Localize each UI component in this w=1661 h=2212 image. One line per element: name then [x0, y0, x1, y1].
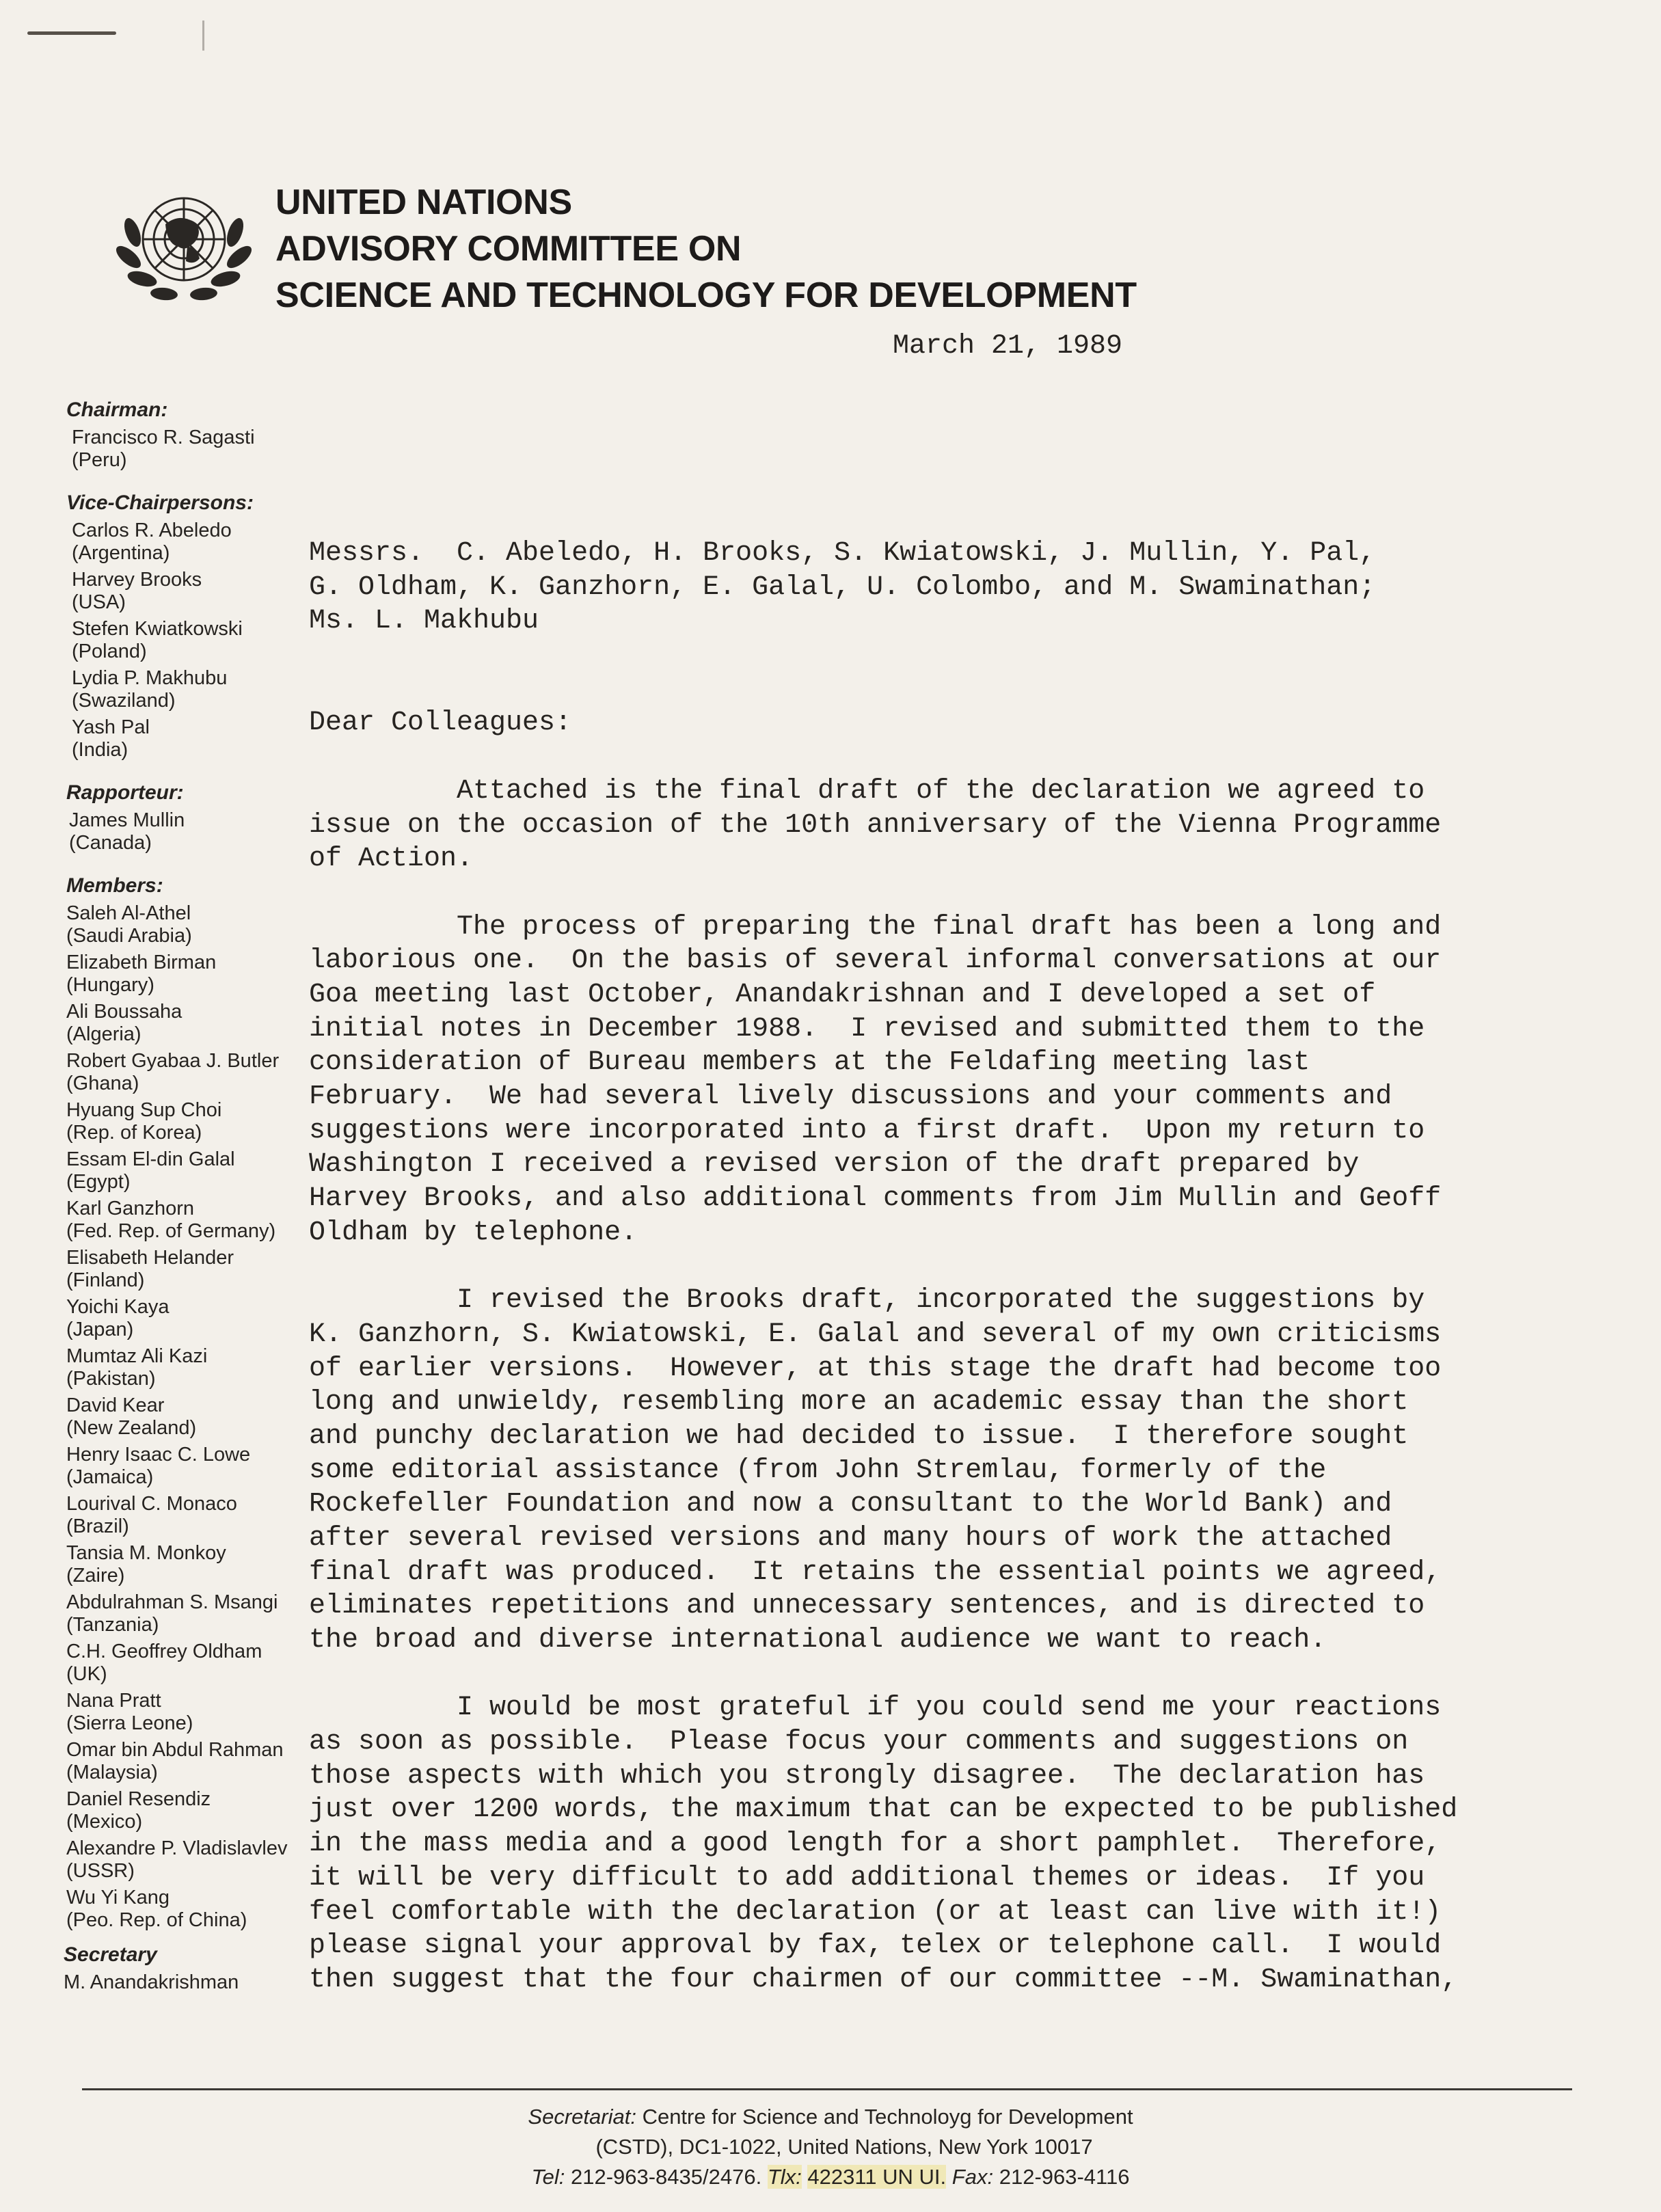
roster-entry	[72, 427, 351, 472]
body-line: Oldham by telephone.	[309, 1217, 638, 1248]
tel-label: Tel:	[531, 2165, 565, 2189]
member-name: Elizabeth Birman	[66, 952, 217, 973]
member-country: (Ghana)	[66, 1073, 139, 1094]
paragraph-1	[309, 774, 1526, 876]
body-line: then suggest that the four chairmen of our committee --M. Swaminathan,	[309, 1964, 1458, 1995]
body-line: Attached is the final draft of the declaration we agreed to	[309, 775, 1425, 807]
member-country: (Sierra Leone)	[66, 1712, 193, 1734]
member-country: (Finland)	[66, 1269, 145, 1291]
member-name: Mumtaz Ali Kazi	[66, 1345, 208, 1367]
body-line: I revised the Brooks draft, incorporated the suggestions by	[309, 1285, 1425, 1317]
member-country: (Tanzania)	[66, 1614, 159, 1636]
letter-date: March 21, 1989	[893, 331, 1123, 362]
body-line: the broad and diverse international audience we want to reach.	[309, 1625, 1327, 1656]
addressee-line: G. Oldham, K. Ganzhorn, E. Galal, U. Colombo, and M. Swaminathan;	[309, 571, 1376, 603]
body-line: of earlier versions. However, at this stage the draft had become too	[309, 1353, 1442, 1384]
addressee-block	[309, 537, 1526, 638]
member-name: Alexandre P. Vladislavlev	[66, 1837, 288, 1859]
org-title	[275, 179, 1342, 319]
member-country: (Algeria)	[66, 1023, 141, 1045]
roster-entry	[66, 1001, 351, 1046]
body-line: eliminates repetitions and unnecessary sentences, and is directed to	[309, 1591, 1425, 1622]
body-line: initial notes in December 1988. I revised and submitted them to the	[309, 1013, 1425, 1044]
fax-value: 212-963-4116	[999, 2165, 1130, 2189]
member-name: Robert Gyabaa J. Butler	[66, 1050, 280, 1072]
member-name: Tansia M. Monkoy	[66, 1542, 226, 1564]
roster-entry	[66, 1641, 351, 1686]
member-name: Stefen Kwiatkowski	[72, 618, 243, 640]
letter-body	[309, 537, 1526, 1997]
member-country: (UK)	[66, 1663, 107, 1685]
roster-entry	[66, 1296, 351, 1341]
rapporteur-heading: Rapporteur:	[66, 781, 184, 804]
roster-entry	[66, 1247, 351, 1292]
roster-entry	[66, 1690, 351, 1735]
fax-label: Fax:	[951, 2165, 994, 2189]
member-name: Carlos R. Abeledo	[72, 520, 232, 541]
member-name: Henry Isaac C. Lowe	[66, 1444, 251, 1466]
member-name: Yoichi Kaya	[66, 1296, 170, 1318]
vice-chairpersons-heading: Vice-Chairpersons:	[66, 491, 254, 514]
member-country: (Japan)	[66, 1319, 134, 1340]
body-line: long and unwieldy, resembling more an academic essay than the short	[309, 1387, 1409, 1418]
tlx-value: 422311 UN UI.	[807, 2165, 947, 2189]
member-name: Karl Ganzhorn	[66, 1198, 194, 1219]
members-heading: Members:	[66, 874, 163, 897]
member-country: (New Zealand)	[66, 1417, 197, 1439]
footer-secretariat-line	[0, 2102, 1661, 2132]
org-line-3: SCIENCE AND TECHNOLOGY FOR DEVELOPMENT	[275, 275, 1137, 315]
vice-chairpersons-group	[64, 489, 351, 761]
member-country: (Canada)	[69, 832, 152, 854]
member-name: Harvey Brooks	[72, 569, 202, 591]
member-country: (Fed. Rep. of Germany)	[66, 1220, 276, 1242]
member-name: Nana Pratt	[66, 1690, 161, 1712]
roster-entry	[66, 1591, 351, 1636]
body-line: feel comfortable with the declaration (or at least can live with it!)	[309, 1896, 1442, 1928]
body-line: issue on the occasion of the 10th anniversary of the Vienna Programme	[309, 809, 1442, 841]
chairman-heading: Chairman:	[66, 399, 168, 421]
member-name: Francisco R. Sagasti	[72, 427, 255, 448]
member-name: Omar bin Abdul Rahman	[66, 1739, 284, 1761]
member-country: (USSR)	[66, 1860, 135, 1882]
member-country: (India)	[72, 739, 129, 761]
scan-mark	[27, 31, 116, 35]
org-line-1: UNITED NATIONS	[275, 183, 572, 222]
member-name: Lourival C. Monaco	[66, 1493, 237, 1515]
footer-contact-line	[0, 2162, 1661, 2192]
addressee-line: Messrs. C. Abeledo, H. Brooks, S. Kwiatowski, J. Mullin, Y. Pal,	[309, 538, 1376, 569]
member-country: (Rep. of Korea)	[66, 1122, 202, 1144]
body-line: as soon as possible. Please focus your comments and suggestions on	[309, 1727, 1409, 1758]
member-name: Lydia P. Makhubu	[72, 667, 228, 689]
member-country: (Mexico)	[66, 1811, 143, 1833]
paragraph-2	[309, 911, 1526, 1250]
secretary-heading: Secretary	[64, 1943, 157, 1966]
roster-entry	[66, 1542, 351, 1587]
body-line: some editorial assistance (from John Stremlau, formerly of the	[309, 1455, 1327, 1486]
body-line: The process of preparing the final draft has been a long and	[309, 911, 1442, 943]
secretariat-label: Secretariat:	[528, 2105, 636, 2129]
addressee-line: Ms. L. Makhubu	[309, 606, 539, 637]
member-name: James Mullin	[69, 809, 185, 831]
footer-address: (CSTD), DC1-1022, United Nations, New York 10017	[595, 2135, 1093, 2159]
roster-entry	[66, 952, 351, 997]
roster-entry	[66, 1493, 351, 1538]
paragraph-3	[309, 1284, 1526, 1658]
body-line: February. We had several lively discussions and your comments and	[309, 1081, 1392, 1112]
member-country: (Hungary)	[66, 974, 154, 996]
tel-value: 212-963-8435/2476.	[570, 2165, 762, 2189]
member-country: (Brazil)	[66, 1515, 129, 1537]
footer-divider	[82, 2088, 1572, 2090]
body-line: of Action.	[309, 844, 474, 875]
member-name: Daniel Resendiz	[66, 1788, 211, 1810]
paragraph-4	[309, 1691, 1526, 1997]
member-name: Abdulrahman S. Msangi	[66, 1591, 278, 1613]
body-line: just over 1200 words, the maximum that can be expected to be published	[309, 1794, 1458, 1826]
body-line: Washington I received a revised version of the draft prepared by	[309, 1149, 1360, 1181]
roster-entry	[66, 1887, 351, 1932]
un-emblem-icon	[111, 176, 257, 310]
member-country: (Swaziland)	[72, 690, 176, 712]
member-name: Elisabeth Helander	[66, 1247, 234, 1269]
member-country: (Jamaica)	[66, 1466, 154, 1488]
body-line: consideration of Bureau members at the Feldafing meeting last	[309, 1047, 1310, 1079]
member-name: Hyuang Sup Choi	[66, 1099, 222, 1121]
member-name: C.H. Geoffrey Oldham	[66, 1641, 262, 1662]
member-name: Yash Pal	[72, 716, 150, 738]
body-line: it will be very difficult to add additional themes or ideas. If you	[309, 1862, 1425, 1893]
body-line: Harvey Brooks, and also additional comments from Jim Mullin and Geoff	[309, 1183, 1442, 1215]
body-line: Rockefeller Foundation and now a consultant to the World Bank) and	[309, 1489, 1392, 1520]
roster-entry	[66, 1739, 351, 1784]
body-line: I would be most grateful if you could send me your reactions	[309, 1692, 1442, 1724]
member-country: (Pakistan)	[66, 1368, 156, 1390]
member-country: (Poland)	[72, 640, 147, 662]
body-line: those aspects with which you strongly disagree. The declaration has	[309, 1760, 1425, 1792]
rapporteur-group	[64, 779, 351, 854]
member-country: (Peru)	[72, 449, 127, 471]
member-name: Ali Boussaha	[66, 1001, 183, 1023]
member-country: (Egypt)	[66, 1171, 131, 1193]
body-line: final draft was produced. It retains the essential points we agreed,	[309, 1556, 1442, 1588]
body-line: and punchy declaration we had decided to issue. I therefore sought	[309, 1420, 1409, 1452]
scan-mark	[202, 21, 204, 51]
chairman-group	[64, 396, 351, 472]
member-name: Essam El-din Galal	[66, 1148, 235, 1170]
roster-entry	[66, 1345, 351, 1390]
tlx-label: Tlx:	[767, 2165, 802, 2189]
roster-entry	[64, 1971, 351, 1994]
secretariat-footer	[0, 2102, 1661, 2192]
body-line: suggestions were incorporated into a first draft. Upon my return to	[309, 1115, 1425, 1146]
body-line: K. Ganzhorn, S. Kwiatowski, E. Galal and several of my own criticisms	[309, 1319, 1442, 1350]
roster-entry	[66, 1837, 351, 1883]
members-group	[64, 872, 351, 1932]
roster-entry	[66, 1394, 351, 1440]
secretary-group	[64, 1941, 351, 1994]
body-line: in the mass media and a good length for a short pamphlet. Therefore,	[309, 1829, 1442, 1860]
salutation: Dear Colleagues:	[309, 707, 572, 739]
roster-entry	[66, 1099, 351, 1144]
roster-entry	[66, 1198, 351, 1243]
member-country: (Argentina)	[72, 542, 170, 564]
body-line: after several revised versions and many hours of work the attached	[309, 1522, 1392, 1554]
body-line: laborious one. On the basis of several informal conversations at our	[309, 945, 1442, 977]
member-name: David Kear	[66, 1394, 165, 1416]
secretariat-text: Centre for Science and Technoloyg for Development	[642, 2105, 1133, 2129]
roster-entry	[66, 902, 351, 947]
roster-entry	[66, 1788, 351, 1833]
body-line: please signal your approval by fax, telex or telephone call. I would	[309, 1930, 1442, 1962]
member-country: (Peo. Rep. of China)	[66, 1909, 247, 1931]
member-name: Saleh Al-Athel	[66, 902, 191, 924]
committee-roster	[64, 396, 351, 2012]
member-country: (Saudi Arabia)	[66, 925, 192, 947]
roster-entry	[66, 1444, 351, 1489]
member-name: M. Anandakrishman	[64, 1971, 239, 1993]
member-country: (Malaysia)	[66, 1762, 158, 1783]
roster-entry	[66, 1050, 351, 1095]
roster-entry	[66, 1148, 351, 1193]
member-country: (USA)	[72, 591, 126, 613]
member-name: Wu Yi Kang	[66, 1887, 170, 1908]
body-line: Goa meeting last October, Anandakrishnan and I developed a set of	[309, 979, 1376, 1010]
org-line-2: ADVISORY COMMITTEE ON	[275, 229, 742, 269]
member-country: (Zaire)	[66, 1565, 125, 1587]
